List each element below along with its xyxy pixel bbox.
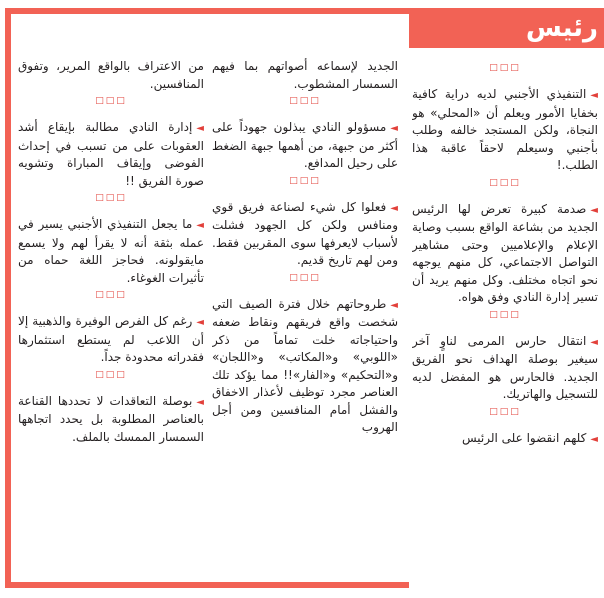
- separator: □□□: [95, 96, 127, 106]
- column-right: [412, 60, 598, 590]
- section-header: [409, 8, 604, 48]
- news-text: رغم كل الفرص الوفيرة والذهبية إلا أن اللاعب لم يستطع استثمارها فقدراته محدودة جداً.: [18, 314, 204, 364]
- news-text: طروحاتهم خلال فترة الصيف التي شخصت واقع فريقهم ونقاط ضعفه واحتياجاته خلت تماماً من ذكر «اللوبي» و«المكاتب» و«اللجان» و«التحكيم» و«الفار»!! مما يؤكد تلك العناصر مجرد توظيف لأعذار الاخفاق والفشل أمام المنافسين ومن أجل الهروب: [212, 296, 398, 434]
- news-text: من الاعتراف بالواقع المرير، وتفوق المنافسين.: [18, 59, 204, 91]
- bullet-icon: ◄: [196, 123, 204, 134]
- news-text: كلهم انقضوا على الرئيس: [461, 430, 587, 445]
- news-item: [18, 119, 204, 204]
- news-text: فعلوا كل شيء لصناعة فريق قوي ومنافس ولكن كل الجهود فشلت لأسباب لايعرفها سوى المقربين فقط. ومن لهم تاريخ قديم.: [212, 199, 398, 267]
- separator: □□□: [289, 175, 321, 186]
- bullet-icon: ◄: [196, 317, 204, 328]
- news-text: التنفيذي الأجنبي لديه دراية كافية بخفايا الأمور ويعلم أن «المحلي» هو النجاة، ولكن المستجد خالفه وطلب بأجنبي وسيعلم لاحقاً عاقبة هذا الطلب.!: [412, 87, 598, 172]
- column-middle: [212, 58, 398, 578]
- separator: □□□: [289, 96, 321, 106]
- news-item: [412, 430, 598, 449]
- news-item: [18, 58, 204, 107]
- news-item: [212, 58, 398, 107]
- news-item: [18, 393, 204, 447]
- separator: □□□: [489, 177, 521, 188]
- news-item: [212, 199, 398, 284]
- separator: □□□: [489, 406, 521, 417]
- bullet-icon: ◄: [196, 396, 204, 408]
- bullet-icon: ◄: [196, 220, 204, 231]
- news-text: صدمة كبيرة تعرض لها الرئيس الجديد من بشاعة الواقع بسبب وصاية الإعلام والإعلاميين وحتى مشاهير التواصل الاجتماعي، كل منهم يوجهه نحو اتجاه مختلف. وكل منهم يريد أن تسير إدارة النادي وفق هواه.: [412, 201, 598, 304]
- news-item: [412, 201, 598, 321]
- news-item: [18, 216, 204, 301]
- bullet-icon: ◄: [590, 336, 598, 348]
- separator: □□□: [95, 290, 127, 300]
- news-item: [18, 313, 204, 381]
- bullet-icon: ◄: [590, 90, 598, 101]
- news-text: الجديد لإسماعه أصواتهم بما فيهم السمسار المشطوب.: [212, 59, 398, 91]
- bullet-icon: ◄: [390, 123, 398, 134]
- news-item: [212, 119, 398, 187]
- column-left: [18, 58, 204, 578]
- separator: □□□: [95, 193, 127, 203]
- separator: □□□: [289, 272, 321, 283]
- section-title: رئيس: [525, 13, 598, 43]
- separator: □□□: [95, 369, 127, 380]
- news-item: [212, 296, 398, 437]
- bullet-icon: ◄: [590, 204, 598, 216]
- news-item: [412, 333, 598, 418]
- news-text: ما يجعل التنفيذي الأجنبي يسير في عمله بثقة أنه لا يقرأ لهم ولا يسمع مايقولونه. فحاجز اللغة حماه من تأثيرات الغوغاء.: [18, 217, 204, 285]
- bullet-icon: ◄: [390, 299, 398, 311]
- news-text: انتقال حارس المرمى لناوٍ آخر سيغير بوصلة الهداف نحو الفريق الجديد. فالحارس هو المفضل لديه للتسجيل والهاتريك.: [412, 333, 598, 401]
- news-item: [412, 86, 598, 189]
- bullet-icon: ◄: [590, 433, 598, 445]
- news-text: مسؤولو النادي يبذلون جهوداً على أكثر من جبهة، من أهمها جبهة الضغط على رحيل المدافع.: [212, 120, 398, 170]
- bullet-icon: ◄: [390, 202, 398, 214]
- separator: □□□: [489, 309, 521, 320]
- news-text: إدارة النادي مطالبة بإيقاع أشد العقوبات على من تسبب في إحداث الفوضى وإيقاف المباراة وتشويه صورة الفريق !!: [18, 120, 204, 188]
- news-text: بوصلة التعاقدات لا تحددها القناعة بالعناصر المطلوبة بل يحدد اتجاهها السمسار الممسك بالملف.: [18, 393, 204, 444]
- separator: □□□: [489, 63, 521, 73]
